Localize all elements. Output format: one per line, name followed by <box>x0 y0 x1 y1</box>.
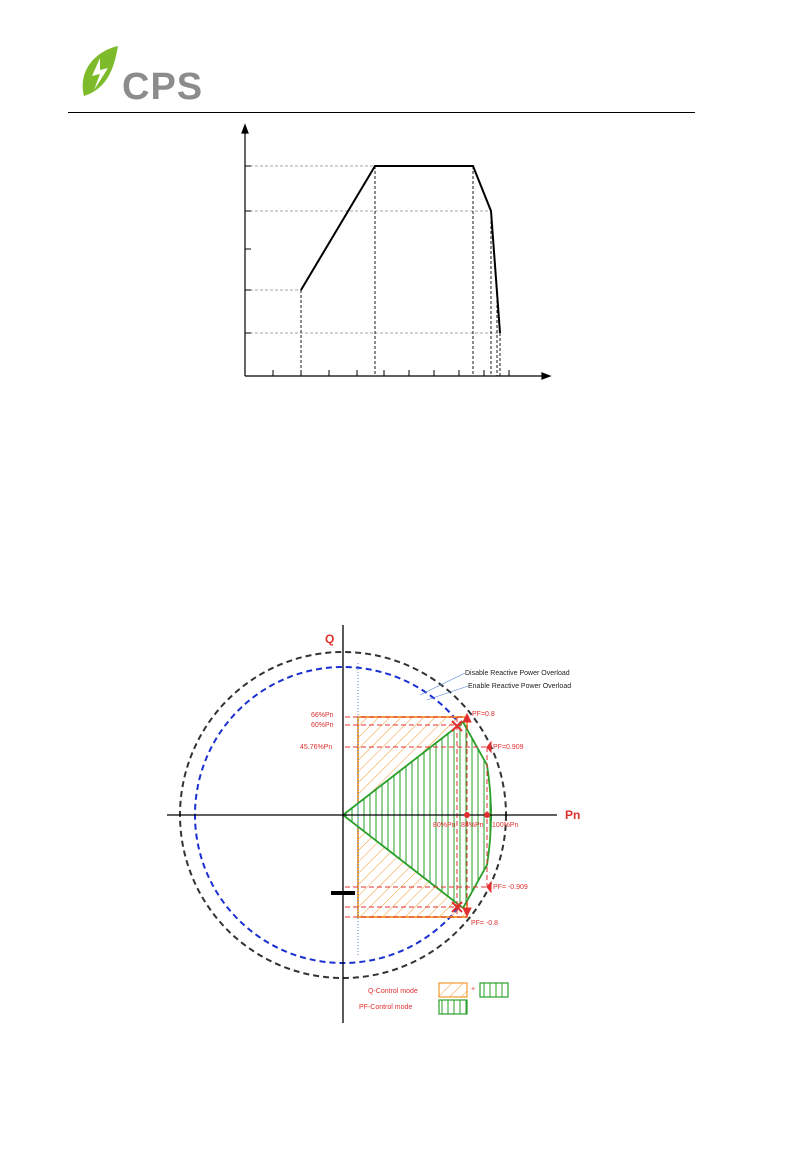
legend-q-control-label: Q-Control mode <box>368 988 418 995</box>
pf-pos08-label: PF=0.8 <box>472 711 495 718</box>
p88-label: 88%Pn <box>461 822 484 829</box>
disable-overload-label: Disable Reactive Power Overload <box>465 670 570 677</box>
legend-plus: + <box>471 986 476 993</box>
grid-lines <box>245 166 500 333</box>
q4576-label: 45.76%Pn <box>300 744 333 751</box>
pf-pos0909-label: PF=0.909 <box>493 744 524 751</box>
q66-label: 66%Pn <box>311 712 334 719</box>
derating-curve <box>301 166 500 333</box>
derating-curve-chart <box>225 120 560 385</box>
pf-neg08-label: PF= -0.8 <box>471 920 499 927</box>
q60-label: 60%Pn <box>311 722 334 729</box>
legend-green-swatch-2 <box>439 1000 467 1014</box>
legend-green-swatch-1 <box>480 983 508 997</box>
header-rule <box>68 112 695 113</box>
p80-label: 80%Pn <box>433 822 456 829</box>
legend <box>359 983 508 1014</box>
cps-logo <box>78 44 218 104</box>
logo-text: CPS <box>122 66 204 104</box>
y-ticks <box>245 166 251 333</box>
drop-lines <box>301 166 500 376</box>
p100-label: 100%Pn <box>492 822 519 829</box>
pq-capability-diagram <box>165 625 610 1025</box>
legend-orange-swatch <box>439 983 467 997</box>
pf-neg0909-label: PF= -0.909 <box>493 884 528 891</box>
legend-pf-control-label: PF-Control mode <box>359 1004 413 1011</box>
q-axis-label: Q <box>325 632 335 646</box>
p-axis-label: Pn <box>565 808 581 822</box>
enable-overload-label: Enable Reactive Power Overload <box>468 683 572 690</box>
x-ticks <box>273 370 509 376</box>
axes <box>242 125 550 379</box>
